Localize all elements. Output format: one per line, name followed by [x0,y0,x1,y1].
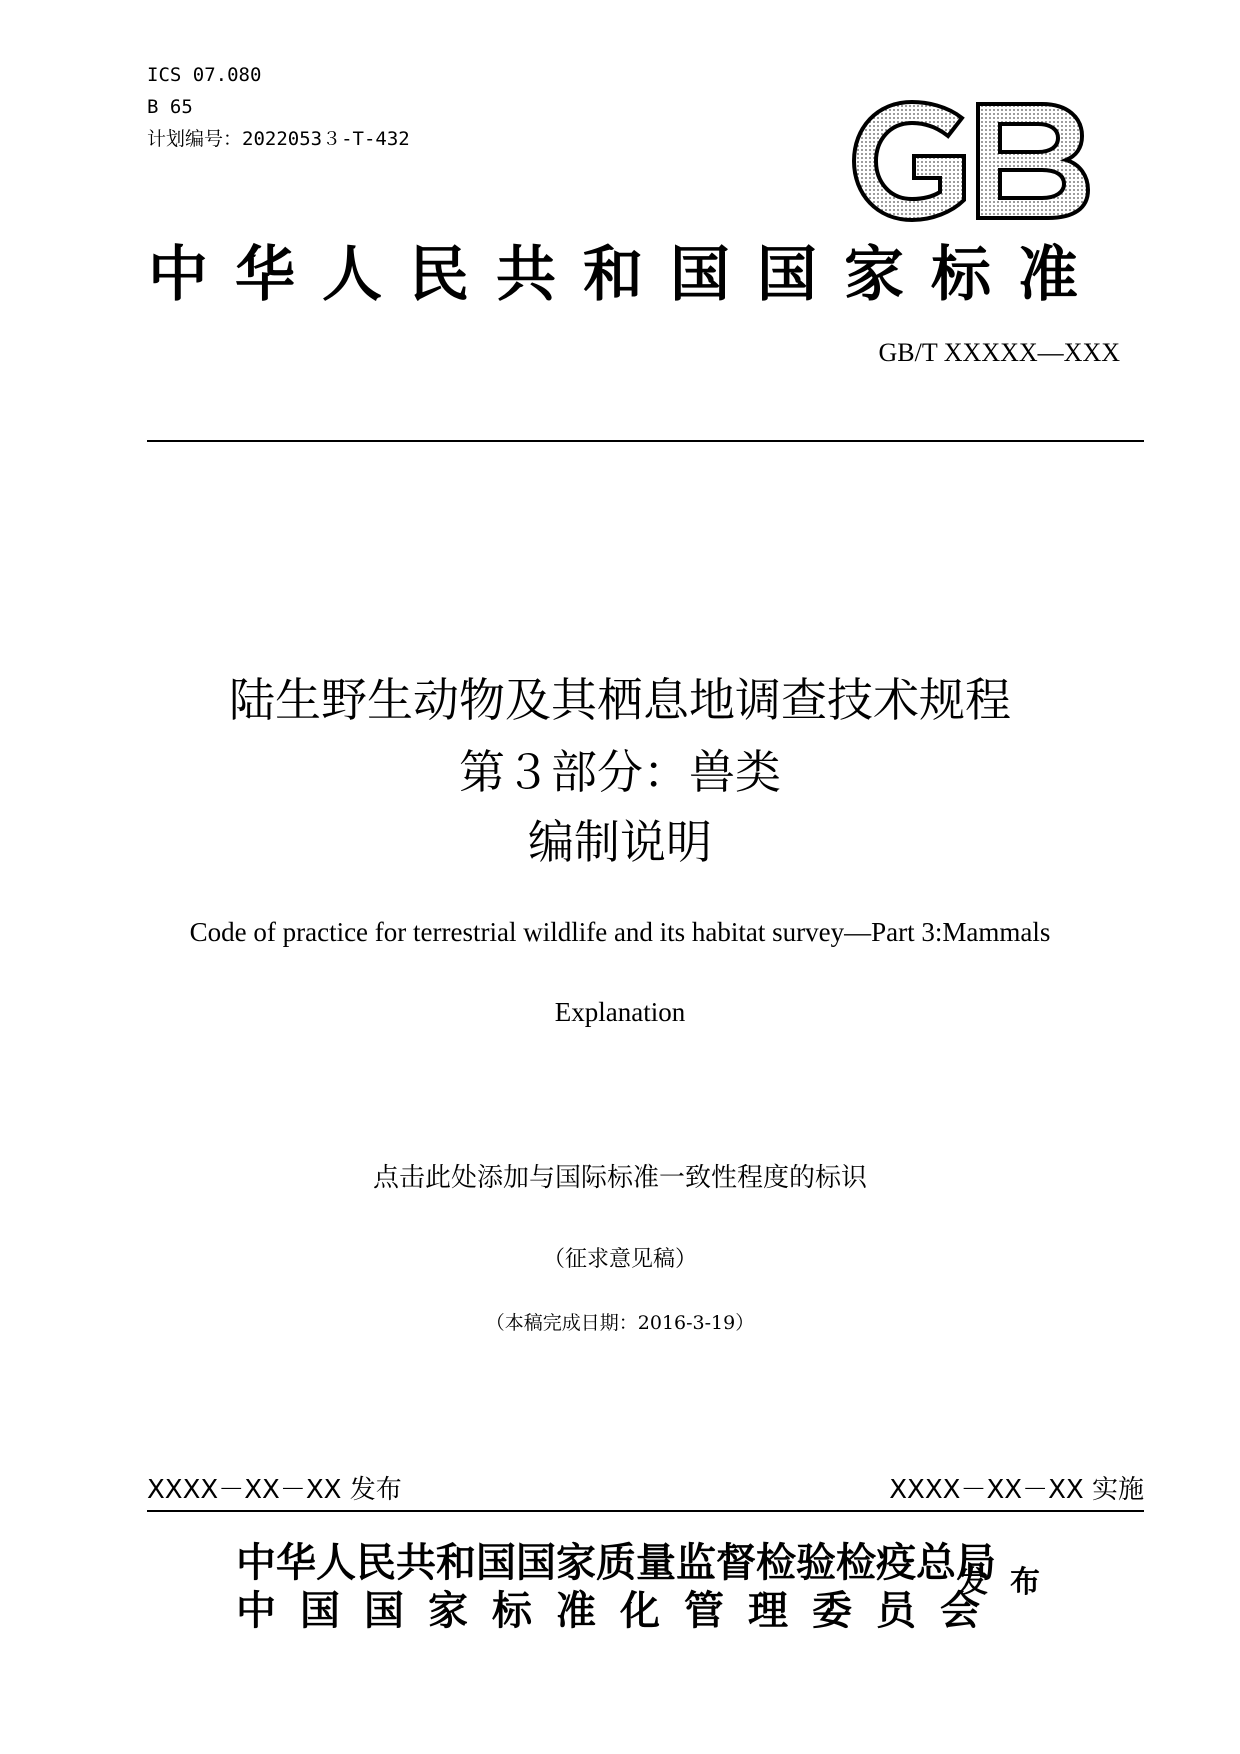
top-divider [147,440,1144,442]
consistency-note[interactable]: 点击此处添加与国际标准一致性程度的标识 [372,1163,867,1193]
title-en-line1: Code of practice for terrestrial wildlife and its habitat survey—Part 3:Mammals [189,917,1051,947]
issuer-line2: 中国国家标准化管理委员会 [236,1587,1004,1634]
ics-code: ICS 07.080 [147,64,262,86]
title-en-line2: Explanation [554,997,686,1027]
draft-label: （征求意见稿） [542,1247,697,1272]
title-cn-line2: 第３部分：兽类 [459,745,781,799]
classification-code: B 65 [147,96,193,118]
implement-date: XXXX－XX－XX 实施 [889,1475,1144,1505]
national-standard-title: 中华人民共和国国家标准 [148,240,1105,310]
completion-date: （本稿完成日期：2016-3-19） [485,1312,755,1334]
standard-number: GB/T XXXXX—XXX [878,338,1120,367]
title-cn-line1: 陆生野生动物及其栖息地调查技术规程 [229,673,1011,727]
plan-number: 计划编号：2022053３-T-432 [147,128,410,150]
bottom-divider [147,1510,1144,1512]
publish-label: 发布 [958,1565,1062,1600]
issuer-line1: 中华人民共和国国家质量监督检验检疫总局 [236,1539,996,1586]
gb-logo [852,100,1092,222]
issue-date: XXXX－XX－XX 发布 [147,1475,402,1505]
title-cn-line3: 编制说明 [528,815,712,869]
